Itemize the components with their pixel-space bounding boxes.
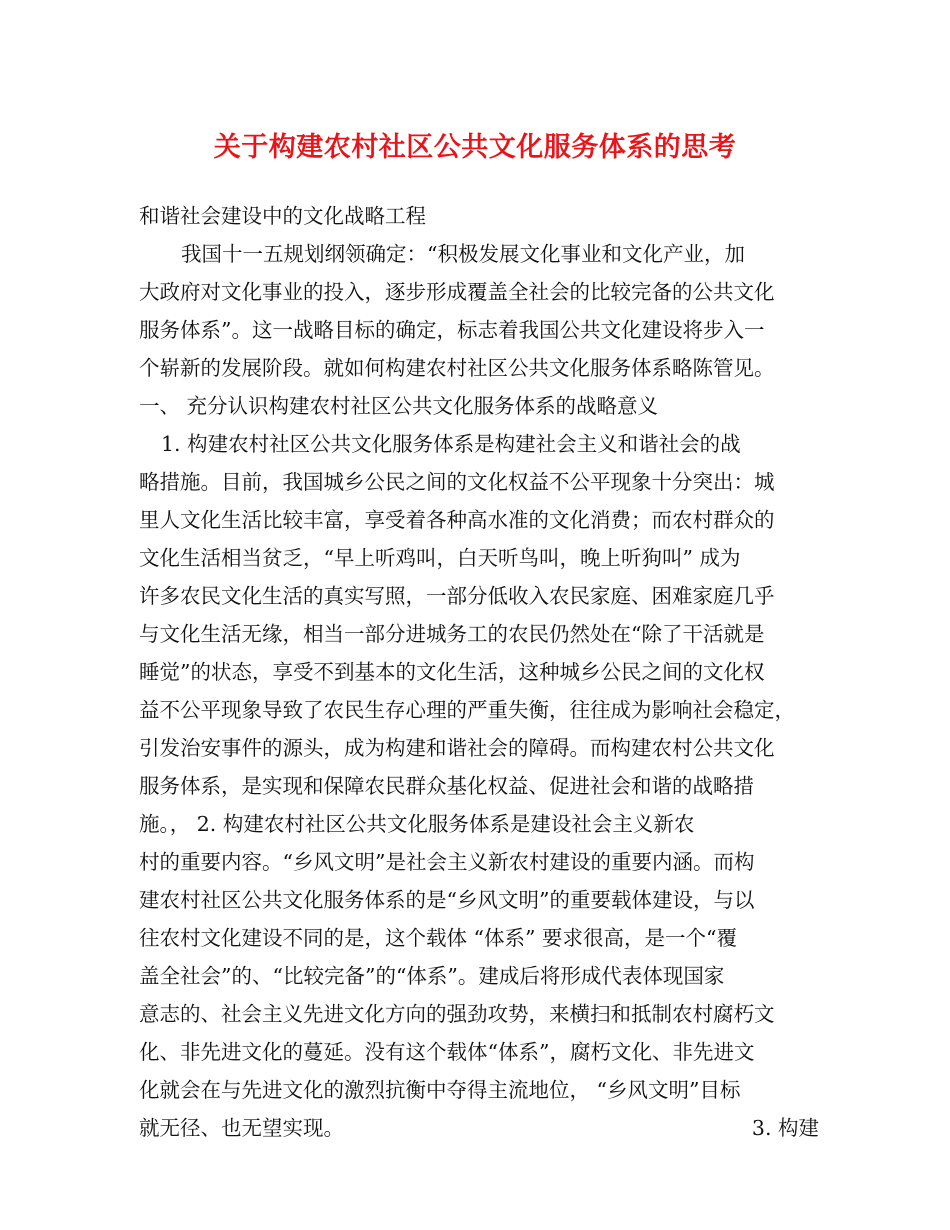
text-line: 许多农民文化生活的真实写照，一部分低收入农民家庭、困难家庭几乎 xyxy=(139,584,775,608)
text-line: 睡觉”的状态，享受不到基本的文化生活，这种城乡公民之间的文化权 xyxy=(139,660,765,684)
text-line: 往农村文化建设不同的是，这个载体 “体系” 要求很高，是一个“覆 xyxy=(139,926,737,950)
text-line: 就无径、也无望实现。 xyxy=(139,1116,344,1140)
text-line: 施。， 2. 构建农村社区公共文化服务体系是建设社会主义新农 xyxy=(139,812,695,836)
text-line: 一、 充分认识构建农村社区公共文化服务体系的战略意义 xyxy=(139,394,659,418)
text-line: 文化生活相当贫乏，“早上听鸡叫，白天听鸟叫，晚上听狗叫” 成为 xyxy=(139,546,741,570)
text-line-right: 3. 构建 xyxy=(751,1116,819,1140)
text-line: 大政府对文化事业的投入，逐步形成覆盖全社会的比较完备的公共文化 xyxy=(139,280,775,304)
text-line: 盖全社会”的、“比较完备”的“体系”。建成后将形成代表体现国家 xyxy=(139,964,725,988)
page-title: 关于构建农村社区公共文化服务体系的思考 xyxy=(213,132,737,163)
text-line: 里人文化生活比较丰富，享受着各种高水准的文化消费；而农村群众的 xyxy=(139,508,775,532)
text-line: 个崭新的发展阶段。就如何构建农村社区公共文化服务体系略陈管见。 xyxy=(139,356,775,380)
text-line: 和谐社会建设中的文化战略工程 xyxy=(139,204,426,228)
text-line: 益不公平现象导致了农民生存心理的严重失衡，往往成为影响社会稳定， xyxy=(139,698,795,722)
text-line: 化、非先进文化的蔓延。没有这个载体“体系”，腐朽文化、非先进文 xyxy=(139,1040,755,1064)
text-line: 1. 构建农村社区公共文化服务体系是构建社会主义和谐社会的战 xyxy=(161,432,741,456)
text-line: 略措施。目前，我国城乡公民之间的文化权益不公平现象十分突出：城 xyxy=(139,470,775,494)
text-line: 与文化生活无缘，相当一部分进城务工的农民仍然处在“除了干活就是 xyxy=(139,622,765,646)
text-line: 建农村社区公共文化服务体系的是“乡风文明”的重要载体建设，与以 xyxy=(139,888,755,912)
text-line: 化就会在与先进文化的激烈抗衡中夺得主流地位， “乡风文明”目标 xyxy=(139,1078,741,1102)
text-line: 引发治安事件的源头，成为构建和谐社会的障碍。而构建农村公共文化 xyxy=(139,736,775,760)
text-line: 我国十一五规划纲领确定：“积极发展文化事业和文化产业，加 xyxy=(181,242,745,266)
text-line: 服务体系，是实现和保障农民群众基化权益、促进社会和谐的战略措 xyxy=(139,774,754,798)
text-line: 服务体系”。这一战略目标的确定，标志着我国公共文化建设将步入一 xyxy=(139,318,765,342)
text-line: 村的重要内容。“乡风文明”是社会主义新农村建设的重要内涵。而构 xyxy=(139,850,755,874)
text-line: 意志的、社会主义先进文化方向的强劲攻势，来横扫和抵制农村腐朽文 xyxy=(139,1002,775,1026)
